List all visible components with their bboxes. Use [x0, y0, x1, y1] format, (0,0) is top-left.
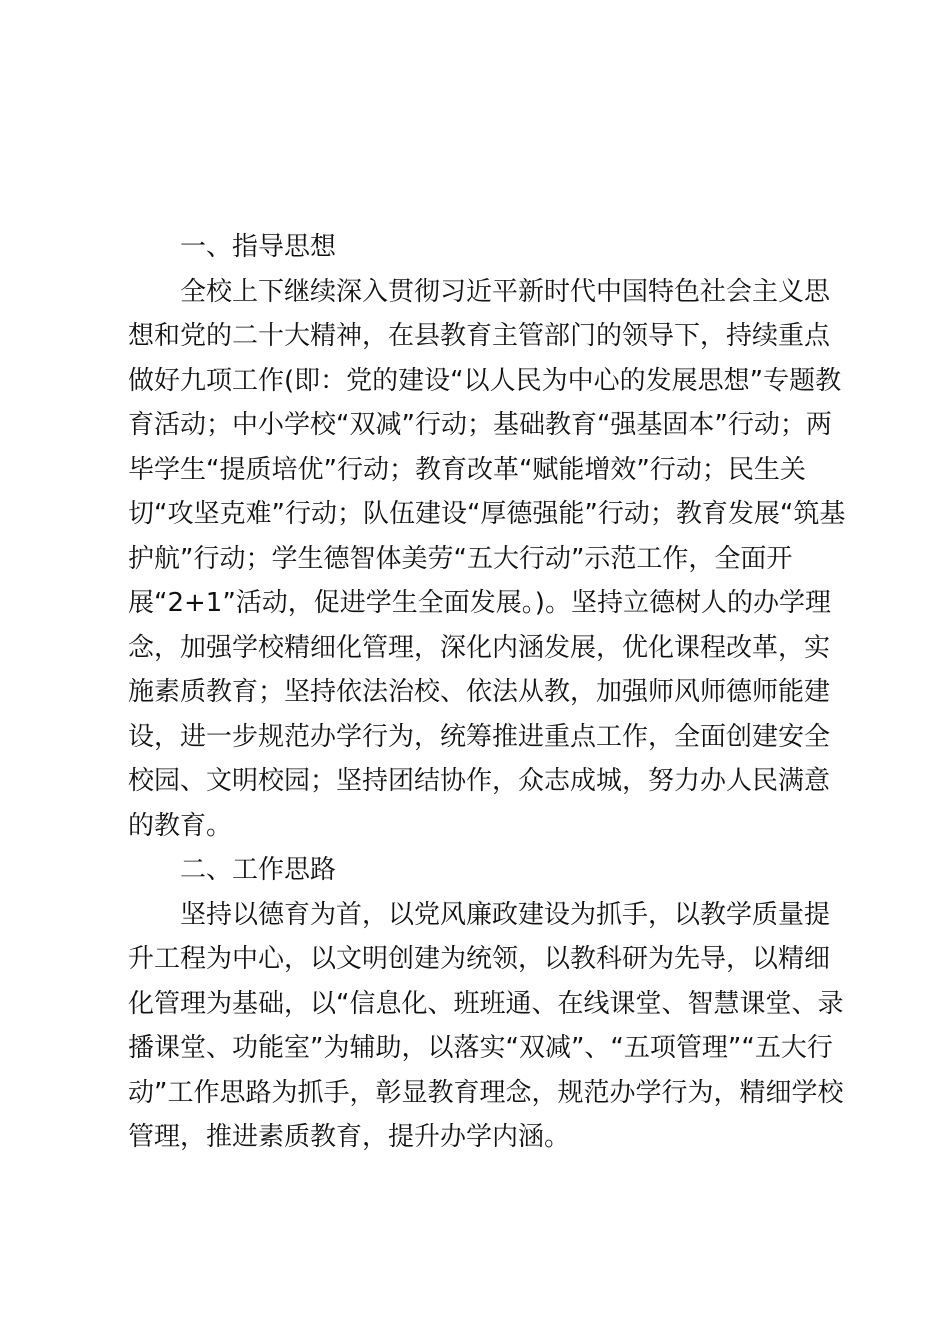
- paragraph-line: 展“2+1”活动，促进学生全面发展。)。坚持立德树人的办学理: [128, 588, 831, 618]
- paragraph-line: 做好九项工作(即：党的建设“以人民为中心的发展思想”专题教: [128, 365, 842, 396]
- document-body: [128, 225, 846, 1160]
- paragraph-line: 坚持以德育为首，以党风廉政建设为抓手，以教学质量提: [180, 899, 831, 930]
- paragraph-line: 育活动；中小学校“双减”行动；基础教育“强基固本”行动；两: [128, 410, 832, 440]
- paragraph-line: 念，加强学校精细化管理，深化内涵发展，优化课程改革，实: [128, 632, 831, 663]
- section-heading-work-approach: 二、工作思路: [180, 855, 337, 885]
- paragraph-line: 施素质教育；坚持依法治校、依法从教，加强师风师德师能建: [128, 677, 831, 707]
- paragraph-line: 化管理为基础，以“信息化、班班通、在线课堂、智慧课堂、录: [128, 988, 844, 1019]
- paragraph-line: 全校上下继续深入贯彻习近平新时代中国特色社会主义思: [180, 276, 831, 307]
- paragraph-line: 动”工作思路为抓手，彰显教育理念，规范办学行为，精细学校: [128, 1077, 844, 1108]
- paragraph-line: 升工程为中心，以文明创建为统领，以教科研为先导，以精细: [128, 944, 831, 974]
- paragraph-line: 切“攻坚克难”行动；队伍建设“厚德强能”行动；教育发展“筑基: [128, 499, 846, 529]
- paragraph-line: 管理，推进素质教育，提升办学内涵。: [128, 1122, 571, 1152]
- section-heading-guiding-ideology: 一、指导思想: [180, 232, 337, 262]
- paragraph-line: 护航”行动；学生德智体美劳“五大行动”示范工作，全面开: [128, 543, 793, 574]
- paragraph-line: 想和党的二十大精神，在县教育主管部门的领导下，持续重点: [128, 321, 831, 351]
- paragraph-line: 毕学生“提质培优”行动；教育改革“赋能增效”行动；民生关: [128, 454, 806, 485]
- paragraph-line: 的教育。: [128, 810, 233, 841]
- paragraph-line: 播课堂、功能室”为辅助，以落实“双减”、“五项管理”“五大行: [128, 1033, 833, 1063]
- paragraph-line: 设，进一步规范办学行为，统筹推进重点工作，全面创建安全: [128, 721, 831, 752]
- paragraph-line: 校园、文明校园；坚持团结协作，众志成城，努力办人民满意: [128, 766, 831, 796]
